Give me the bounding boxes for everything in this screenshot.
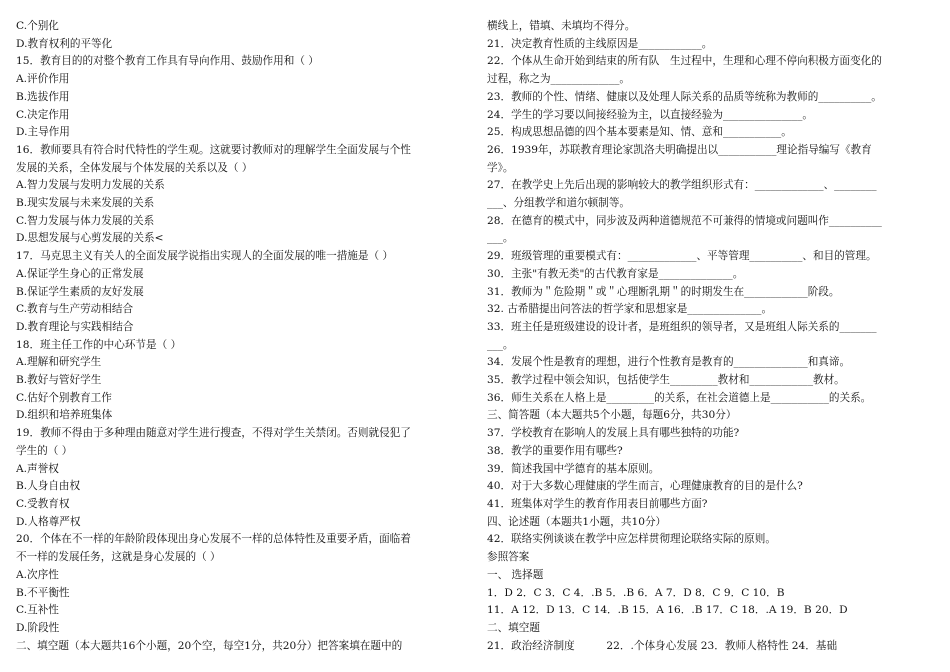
left-column-text-line: C.估好个别教育工作 [16,391,112,404]
left-column-text-line: D.教育权利的平等化 [16,37,113,50]
right-column-text-line: 过程，称之为_____________。 [487,73,631,86]
left-column-text-line: B.不平衡性 [16,586,70,599]
right-column-text-line: 34．发展个性是教育的理想，进行个性教育是教育的______________和真谛。 [487,356,851,369]
left-column-text-line: 发展的关系，全体发展与个体发展的关系以及（ ） [16,161,253,174]
left-column-text-line: A.次序性 [16,568,59,581]
left-column-text-line: C.教育与生产劳动相结合 [16,303,134,316]
right-column-text-line: 四、论述题（本题共1小题，共10分） [487,515,667,528]
right-column-text-line: 38．教学的重要作用有哪些? [487,444,623,457]
right-column-text-line: 21．政治经济制度 22．.个体身心发展 23．教师人格特性 24．基础 [487,639,838,652]
left-column [16,18,466,655]
right-column-text-line: 32. 古希腊提出问答法的哲学家和思想家是______________。 [487,303,773,316]
right-column-text-line: 11．A 12．D 13．C 14．.B 15．A 16．.B 17．C 18．.A 19．B 20．D [487,604,848,617]
right-column-text-line: 30．主张"有教无类"的古代教育家是______________。 [487,267,744,280]
right-column-text-line: 25．构成思想品德的四个基本要素是知、情、意和___________。 [487,126,792,139]
right-column-text-line: 二、填空题 [487,621,540,634]
left-column-text-line: A.理解和研究学生 [16,356,102,369]
right-column-text-line: 39．简述我国中学德育的基本原则。 [487,462,660,475]
left-column-text-line: A.声誉权 [16,462,59,475]
left-column-text-line: D.主导作用 [16,126,70,139]
left-column-text-line: D.阶段性 [16,621,60,634]
right-column-text-line: ___、分组教学和道尔顿制等。 [487,197,631,210]
left-column-text-line: B.保证学生素质的友好发展 [16,285,144,298]
left-column-text-line: D.思想发展与心剪发展的关系< [16,232,164,245]
left-column-text-line: B.选拔作用 [16,90,70,103]
left-column-text-line: A.评价作用 [16,73,70,86]
right-column-text-line: 参照答案 [487,551,530,564]
right-column-text-line: 一、 选择题 [487,568,544,581]
left-column-text-line: D.组织和培养班集体 [16,409,113,422]
left-column-text-line: 二、填空题（本大题共16个小题，20个空，每空1分，共20分）把答案填在题中的 [16,639,403,652]
right-column-text-line: 37．学校教育在影响人的发展上具有哪些独特的功能? [487,427,740,440]
left-column-text-line: D.人格尊严权 [16,515,81,528]
left-column-text-line: C.决定作用 [16,108,70,121]
left-column-text-line: A.智力发展与发明力发展的关系 [16,179,165,192]
left-column-text-line: 不一样的发展任务，这就是身心发展的（ ） [16,551,221,564]
right-column-text-line: 24．学生的学习要以间接经验为主，以直接经验为_______________。 [487,108,813,121]
right-column-text-line: 21．决定教育性质的主线原因是____________。 [487,37,713,50]
right-column-text-line: ___。 [487,232,514,245]
left-column-text-line: B.现实发展与未来发展的关系 [16,197,155,210]
right-column-text-line: 35．教学过程中领会知识，包括使学生_________教材和____________教材。 [487,374,845,387]
left-column-text-line: 20．个体在不一样的年龄阶段体现出身心发展不一样的总体特性及重要矛盾，面临着 [16,533,411,546]
left-column-text-line: D.教育理论与实践相结合 [16,320,134,333]
left-column-text-line: C.智力发展与体力发展的关系 [16,214,155,227]
left-column-text-line: 15．教育目的的对整个教育工作具有导向作用、鼓励作用和（ ） [16,55,319,68]
left-column-text-line: 16．教师要具有符合时代特性的学生观。这就要讨教师对的理解学生全面发展与个性 [16,143,411,156]
right-column-text-line: 学》。 [487,161,514,174]
right-column-text-line: 27．在教学史上先后出现的影响较大的教学组织形式有：_____________、________ [487,179,877,192]
left-column-text-line: C.受教育权 [16,497,70,510]
left-column-text-line: 18．班主任工作的中心环节是（ ） [16,338,182,351]
right-column-text-line: 横线上，错填、未填均不得分。 [487,20,636,32]
right-column-text-line: 28．在德育的模式中，同步波及两种道德规范不可兼得的情境或问题叫作__________ [487,214,882,227]
left-column-text-line: C.互补性 [16,604,59,617]
left-column-text-line: B.教好与管好学生 [16,374,102,387]
right-column-text-line: 31．教师为＂危险期＂或＂心理断乳期＂的时期发生在____________阶段。 [487,285,840,298]
left-column-text-line: 19．教师不得由于多种理由随意对学生进行搜查，不得对学生关禁闭。否则就侵犯了 [16,427,411,440]
left-column-text-line: A.保证学生身心的正常发展 [16,267,144,280]
left-column-text-line: 17．马克思主义有关人的全面发展学说指出实现人的全面发展的唯一措施是（ ） [16,250,394,263]
right-column-text-line: ___。 [487,338,514,351]
right-column-text-line: 26．1939年，苏联教育理论家凯洛夫明确提出以___________理论指导编写《教育 [487,143,872,156]
right-column-text-line: 23．教师的个性、情绪、健康以及处理人际关系的品质等统称为教师的__________。 [487,90,882,103]
right-column-text-line: 33．班主任是班级建设的设计者，是班组织的领导者，又是班组人际关系的_______ [487,320,877,333]
right-column-text-line: 41．班集体对学生的教育作用表目前哪些方面? [487,497,708,510]
right-column-text-line: 1．D 2．C 3．C 4．.B 5．.B 6．A 7．D 8．C 9．C 10．B [487,586,785,599]
right-column [487,18,935,655]
right-column-text-line: 42．联络实例谈谈在教学中应怎样贯彻理论联络实际的原则。 [487,533,776,546]
right-column-text-line: 40．对于大多数心理健康的学生而言，心理健康教育的目的是什么? [487,480,803,493]
right-column-text-line: 36．师生关系在人格上是_________的关系，在社会道德上是___________的关系。 [487,391,872,404]
left-column-text-line: B.人身自由权 [16,480,81,493]
left-column-text-line: C.个别化 [16,20,59,32]
right-column-text-line: 29．班级管理的重要模式有：_____________、平等管理__________、和目的管理。 [487,250,877,263]
right-column-text-line: 三、简答题（本大题共5个小题，每题6分，共30分） [487,409,737,422]
left-column-text-line: 学生的（ ） [16,444,73,457]
right-column-text-line: 22．个体从生命开始到结束的所有队 生过程中，生理和心理不停向积极方面变化的 [487,55,882,68]
